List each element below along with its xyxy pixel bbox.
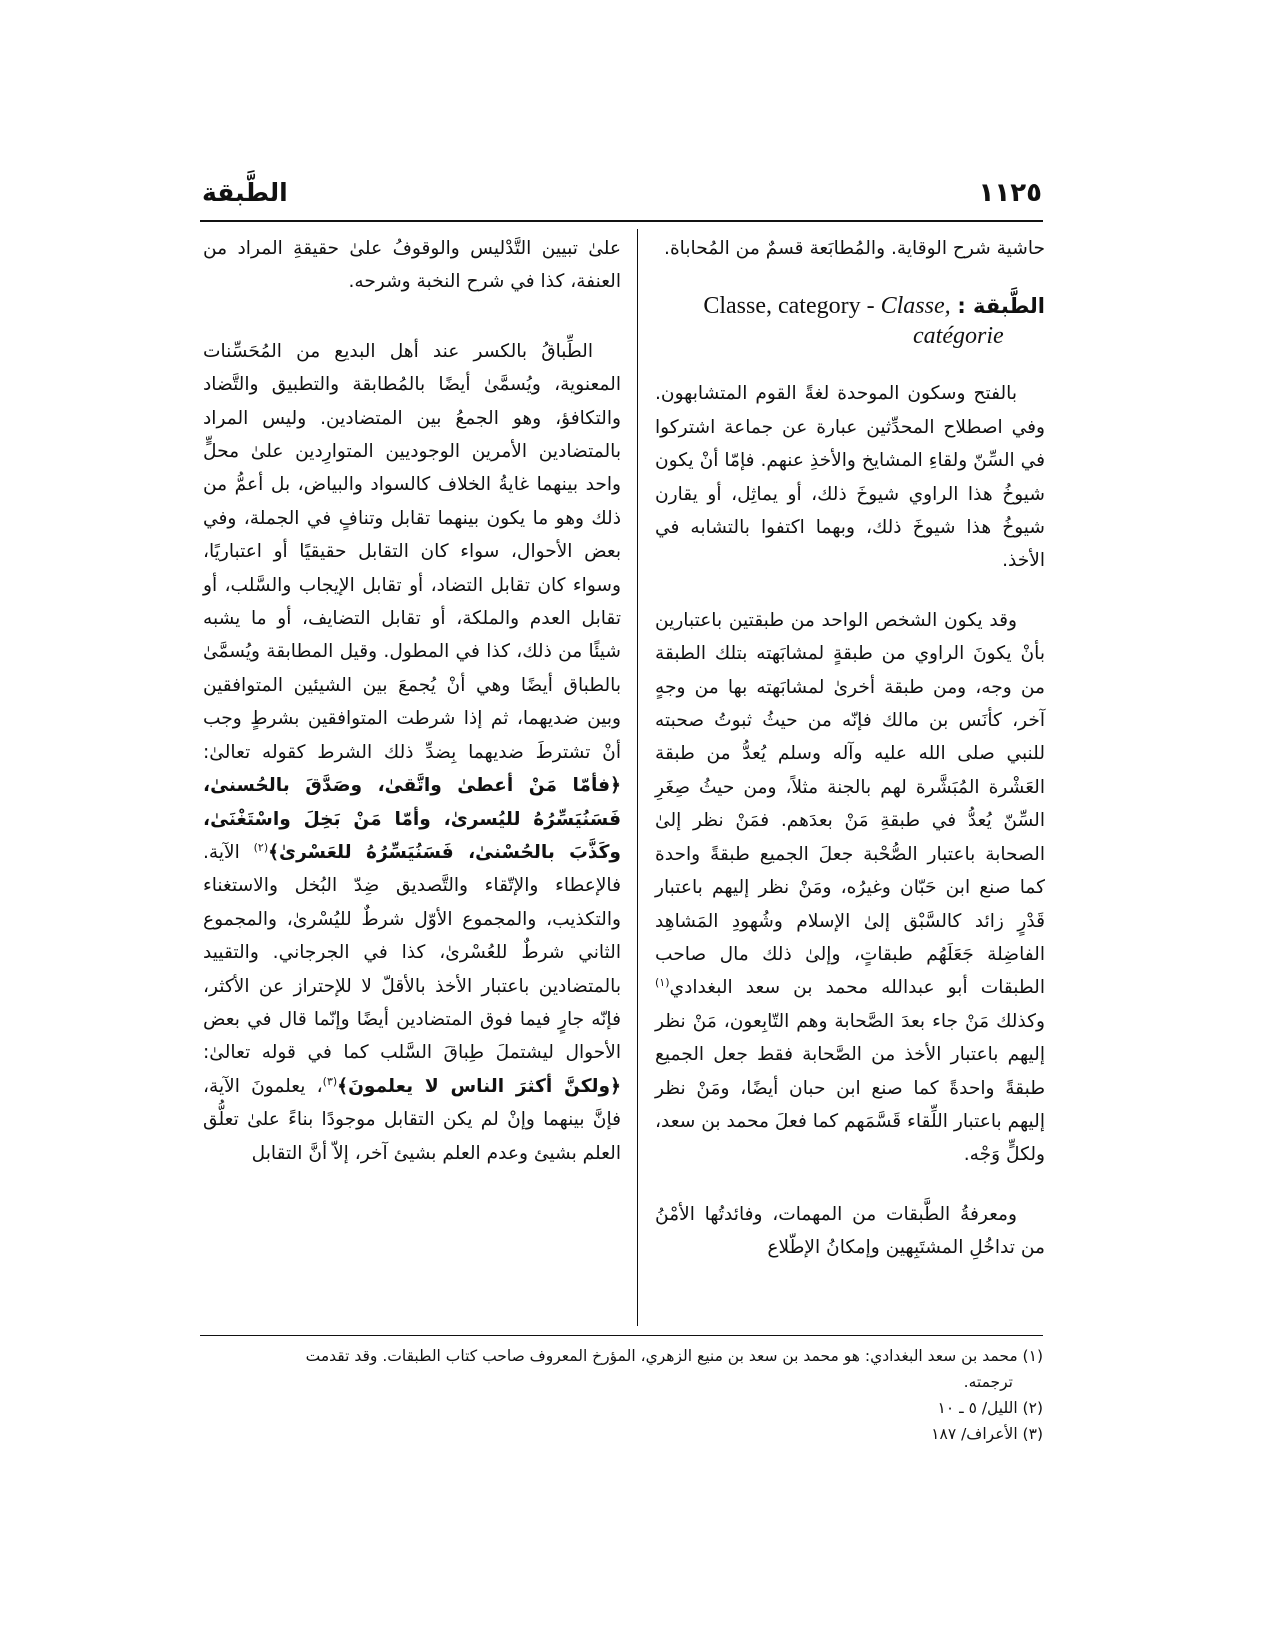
paragraph: حاشية شرح الوقاية. والمُطابَعة قسمٌ من المُحاباة. <box>664 238 1045 259</box>
header-rule <box>200 220 1043 222</box>
paragraph-text: الطِّباقُ بالكسر عند أهل البديع من المُحَسِّنات المعنوية، ويُسمَّىٰ أيضًا بالمُطابقة والتطبيق والتَّضاد والتكافؤ، وهو الجمعُ بين المتضادين. وليس المراد بالمتضادين الأمرين الوجوديين المتوارِدين علىٰ محلٍّ واحد بينهما غايةُ الخلاف كالسواد والبياض، بل أعمُّ من ذلك وهو ما يكون بينهما تقابل وتنافٍ في الجملة، وفي بعض الأحوال، سواء كان التقابل حقيقيًا أو اعتباريًا، وسواء كان تقابل التضاد، أو تقابل الإيجاب والسَّلب، أو تقابل العدم والملكة، أو تقابل التضايف، أو ما يشبه شيئًا من ذلك، كذا في المطول. وقيل المطابقة ويُسمَّىٰ بالطباق أيضًا وهي أنْ يُجمعَ بين الشيئين المتوافقين وبين ضديهما، ثم إذا شرطت المتوافقين بشرطٍ وجب أنْ تشترطَ ضديهما بِضدِّ ذلك الشرط كقوله تعالىٰ: <box>203 340 621 763</box>
entry-french-continued: catégorie <box>913 323 1004 350</box>
running-title: الطَّبقة <box>202 178 288 207</box>
paragraph-text: وكذلك مَنْ جاء بعدَ الصَّحابة وهم التّابِعون، مَنْ نظر إليهم باعتبار الأخذ من الصَّحابة فقط جعل الجميع طبقةً واحدةً كما صنع ابن حبان أيضًا، ومَنْ نظر إليهم باعتبار اللِّقاء قَسَّمَهم كما فعلَ محمد بن سعد، ولكلٍّ وَجْه. <box>655 1010 1045 1166</box>
paragraph-text: الآية. فالإعطاء والإتّقاء والتَّصديق ضِدّ البُخل والاستغناء والتكذيب، والمجموع الأوّل شرطٌ لليُسْرىٰ، والمجموع الثاني شرطٌ للعُسْرىٰ، كذا في الجرجاني. والتقييد بالمتضادين باعتبار الأخذ بالأقلّ لا للإحتراز عن الأكثر، فإنّه جارٍ فيما فوق المتضادين أيضًا وإنّما قال في بعض الأحوال ليشتملَ طِباقَ السَّلب كما في قوله تعالىٰ: <box>203 841 621 1064</box>
right-column <box>655 232 1045 1265</box>
entry-french: Classe, <box>880 293 951 320</box>
footnote: (٢) الليل/ ٥ ـ ١٠ <box>937 1399 1043 1417</box>
quran-verse: ﴿ولكنَّ أكثرَ الناس لا يعلمونَ﴾ <box>337 1075 621 1097</box>
paragraph <box>203 335 621 1170</box>
paragraph-text: وقد يكون الشخص الواحد من طبقتين باعتبارين بأنْ يكونَ الراوي من طبقةٍ لمشابَهته بتلك الطبقة من وجه، ومن طبقة أخرىٰ لمشابَهته بها من وجهٍ آخر، كأنَس بن مالك فإنّه من حيثُ ثبوتُ صحبته للنبي صلى الله عليه وآله وسلم يُعدُّ من طبقة العَشْرة المُبَشَّرة لهم بالجنة مثلاً، ومن حيثُ صِغَرِ السِّنّ يُعدُّ في طبقةِ مَنْ بعدَهم. فمَنْ نظر إلىٰ الصحابة باعتبار الصُّحْبة جعلَ الجميع طبقةً واحدة كما صنع ابن حَبّان وغيرُه، ومَنْ نظر إليهم باعتبار قَدْرٍ زائد كالسَّبْق إلىٰ الإسلام وشُهودِ المَشاهِد الفاضِلة جَعَلَهُم طبقاتٍ، وإلىٰ ذلك مال صاحب الطبقات أبو عبدالله محمد بن سعد البغدادي <box>655 609 1045 999</box>
page-number: ١١٢٥ <box>978 178 1042 208</box>
entry-english: Classe, category - <box>703 293 881 320</box>
paragraph-text: ، يعلمونَ الآية، فإنَّ بينهما وإنْ لم يكن التقابل موجودًا بناءً علىٰ تعلُّق العلم بشيئ وعدم العلم بشيئ آخر، إلاّ أنَّ التقابل <box>203 1075 621 1164</box>
quran-verse: ﴿فأمّا مَنْ أعطىٰ واتَّقىٰ، وصَدَّقَ بالحُسنىٰ، فَسَنُيَسِّرُهُ لليُسرىٰ، وأمّا مَنْ بَخِلَ واسْتَغْنَىٰ، وكَذَّبَ بالحُسْنىٰ، فَسَنُيَسِّرُهُ للعَسْرىٰ﴾ <box>203 775 621 863</box>
footnote: (١) محمد بن سعد البغدادي: هو محمد بن سعد بن منيع الزهري، المؤرخ المعروف صاحب كتاب الطبقات. وقد تقدمت <box>305 1347 1043 1365</box>
paragraph: بالفتح وسكون الموحدة لغةً القوم المتشابهون. وفي اصطلاح المحدِّثين عبارة عن جماعة اشتركوا في السِّنّ ولقاءِ المشايخ والأخذِ عنهم. فإمّا أنْ يكون شيوخُ هذا الراوي شيوخَ ذلك، أو يماثِل، أو يقارن شيوخُ هذا شيوخَ ذلك، وبهما اكتفوا بالتشابه في الأخذ. <box>655 383 1045 572</box>
footnote-ref: (٣) <box>322 1074 338 1088</box>
column-divider <box>637 229 638 1326</box>
footnote-rule <box>200 1335 1043 1336</box>
footnote-ref: (٢) <box>253 840 269 854</box>
page-header <box>202 178 1042 216</box>
left-column <box>203 232 621 1170</box>
paragraph: ومعرفةُ الطَّبقات من المهمات، وفائدتُها الأمْنُ من تداخُلِ المشتَبِهين وإمكانُ الإطّلاع <box>655 1203 1045 1259</box>
footnote-ref: (١) <box>655 976 670 990</box>
paragraph <box>655 604 1045 1172</box>
footnotes <box>203 1343 1043 1447</box>
entry-translation <box>703 293 950 319</box>
entry-heading <box>655 291 1045 321</box>
paragraph: علىٰ تبيين التَّدْليس والوقوفُ علىٰ حقيقةِ المراد من العنفة، كذا في شرح النخبة وشرحه. <box>203 238 621 293</box>
footnote: (٣) الأعراف/ ١٨٧ <box>931 1425 1043 1443</box>
footnote-continued: ترجمته. <box>963 1373 1013 1391</box>
entry-term: الطَّبقة : <box>957 294 1045 319</box>
